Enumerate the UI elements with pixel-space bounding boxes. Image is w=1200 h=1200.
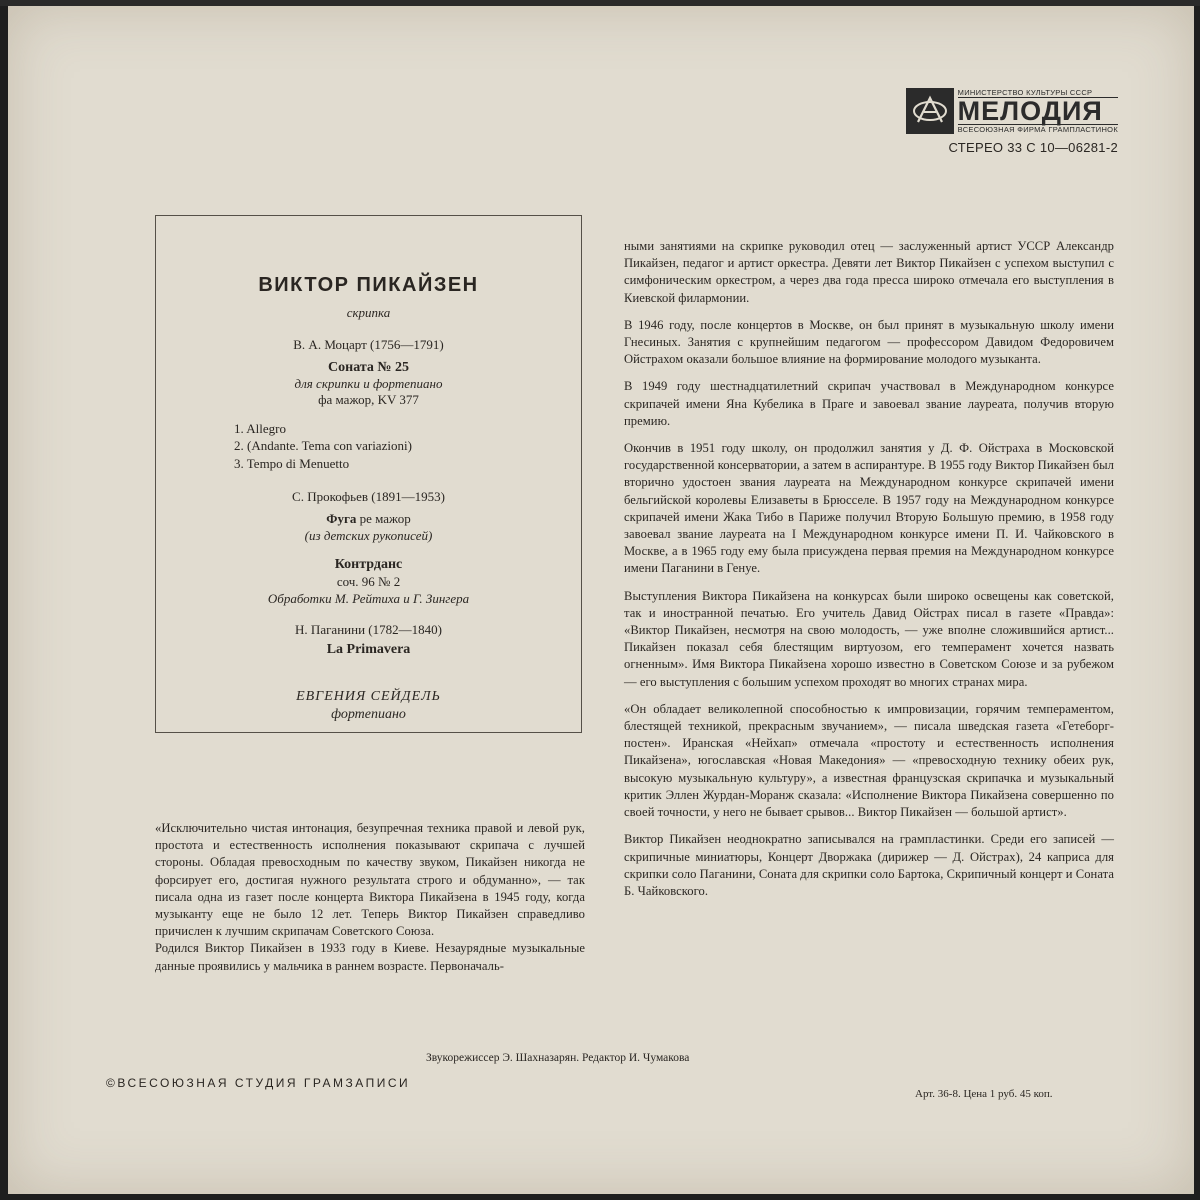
movement-3: 3. Tempo di Menuetto [234,456,350,471]
biography-right-column [624,238,1114,910]
work-sonata-key: фа мажор, KV 377 [318,392,419,407]
work-contredanse-opus: соч. 96 № 2 [336,574,401,589]
price-info: Арт. 36-8. Цена 1 руб. 45 коп. [915,1088,1053,1100]
program-box [155,215,582,733]
movement-2: 2. (Andante. Tema con variazioni) [234,438,412,453]
bio-paragraph: Родился Виктор Пикайзен в 1933 году в Киеве. Незаурядные музыкальные данные проявились у мальчика в раннем возрасте. Первоначаль- [155,941,585,973]
melodiya-logo [906,88,1118,134]
composer-mozart: В. А. Моцарт (1756—1791) [293,337,444,352]
work-sonata-title: Соната № 25 [328,360,409,375]
artist-name: ВИКТОР ПИКАЙЗЕН [258,274,479,296]
work-sonata-subtitle: для скрипки и фортепиано [294,376,443,391]
bio-paragraph: В 1949 году шестнадцатилетний скрипач участвовал в Международном конкурсе скрипачей имени Яна Кубелика в Праге и завоевал звание лауреата, получив вторую премию. [624,379,1114,428]
logo-brand-text: МЕЛОДИЯ [958,97,1118,125]
work-fugue-key: ре мажор [356,511,411,526]
melodiya-emblem-icon [906,88,954,134]
bio-paragraph: ными занятиями на скрипке руководил отец — заслуженный артист УССР Александр Пикайзен, педагог и артист оркестра. Девяти лет Виктор Пикайзен с успехом выступил с симфоническим оркестром, а через два года пресса широко отмечала его выступления в Киевской филармонии. [624,239,1114,305]
biography-left-column [155,820,585,975]
movement-1: 1. Allegro [234,421,286,436]
bio-paragraph: «Он обладает великолепной способностью к импровизации, горячим темпераментом, блестящей техникой, прекрасным звучанием», — писала шведская газета «Гетеборг-постен». Иранская «Нейхап» отмечала «простоту и естественность исполнения Пикайзена», югославская «Новая Македония» — «превосходную технику обеих рук, высокую музыкальную культуру», а известная французская скрипачка и музыкальный критик Эллен Журдан-Моранж сказала: «Исполнение Виктора Пикайзена совершенно по своей точности, у него не бывает срывов... Виктор Пикайзен — большой артист». [624,701,1114,820]
work-contredanse-arrangement: Обработки М. Рейтиха и Г. Зингера [267,591,470,606]
production-credits: Звукорежиссер Э. Шахназарян. Редактор И. Чумакова [426,1052,690,1064]
catalog-number: СТЕРЕО 33 С 10—06281-2 [948,140,1118,155]
pianist-name: ЕВГЕНИЯ СЕЙДЕЛЬ [296,689,441,704]
artist-instrument: скрипка [346,305,391,320]
work-fugue-subtitle: (из детских рукописей) [304,528,433,543]
bio-paragraph: Выступления Виктора Пикайзена на конкурсах были широко освещены как советской, так и иностранной печатью. Его учитель Давид Ойстрах писал в газете «Правда»: «Виктор Пикайзен, несмотря на свою молодость, — уже вполне сложившийся артист... Пикайзен показал себя блестящим виртуозом, его темперамент хочется назвать огненным». Имя Виктора Пикайзена хорошо известно в Советском Союзе и за рубежом — его выступления с большим успехом проходят во многих странах мира. [624,588,1114,689]
logo-ministry-text: МИНИСТЕРСТВО КУЛЬТУРЫ СССР [957,88,1093,97]
composer-paganini: Н. Паганини (1782—1840) [295,622,442,637]
pianist-instrument: фортепиано [331,707,406,722]
bio-paragraph: Виктор Пикайзен неоднократно записывался на грампластинки. Среди его записей — скрипичные миниатюры, Концерт Дворжака (дирижер — Д. Ойстрах), 24 каприса для скрипки соло Паганини, Соната для скрипки соло Бартока, Скрипичный концерт и Соната Б. Чайковского. [624,832,1114,898]
studio-copyright: ©ВСЕСОЮЗНАЯ СТУДИЯ ГРАМЗАПИСИ [106,1076,411,1090]
work-primavera-title: La Primavera [326,642,411,657]
work-fugue [156,510,581,527]
work-fugue-title: Фуга [326,511,357,526]
bio-paragraph: «Исключительно чистая интонация, безупречная техника правой и левой рук, простота и естественность исполнения показывают скрипача с лучшей стороны. Обладая превосходным по качеству звуком, Пикайзен никогда не форсирует его, достигая нужного результата строго и обдуманно», — так писала одна из газет после концерта Виктора Пикайзена в 1945 году, когда музыканту еще не было 12 лет. Теперь Виктор Пикайзен справедливо причислен к лучшим скрипачам Советского Союза. [155,821,585,939]
bio-paragraph: В 1946 году, после концертов в Москве, он был принят в музыкальную школу имени Гнесиных. Занятия с крупнейшим педагогом — профессором Давидом Федоровичем Ойстрахом оказали большое влияние на формирование молодого музыканта. [624,317,1114,367]
bio-paragraph: Окончив в 1951 году школу, он продолжил занятия у Д. Ф. Ойстраха в Московской государственной консерватории, а затем в аспирантуре. В 1955 году Виктор Пикайзен был вторично удостоен звания лауреата на Международном конкурсе скрипачей имени бельгийской королевы Елизаветы в Брюсселе. В 1957 году на Международном конкурсе скрипачей имени Жака Тибо в Париже получил Вторую Большую премию, в 1958 году завоевал звание лауреата на I Международном конкурсе имени П. И. Чайковского в Москве, а в 1965 году ему была присуждена первая премия на Международном конкурсе имени Паганини в Генуе. [624,441,1114,576]
composer-prokofiev: С. Прокофьев (1891—1953) [292,489,445,504]
work-contredanse-title: Контрданс [334,557,403,572]
logo-company-text: ВСЕСОЮЗНАЯ ФИРМА ГРАМПЛАСТИНОК [957,125,1118,134]
